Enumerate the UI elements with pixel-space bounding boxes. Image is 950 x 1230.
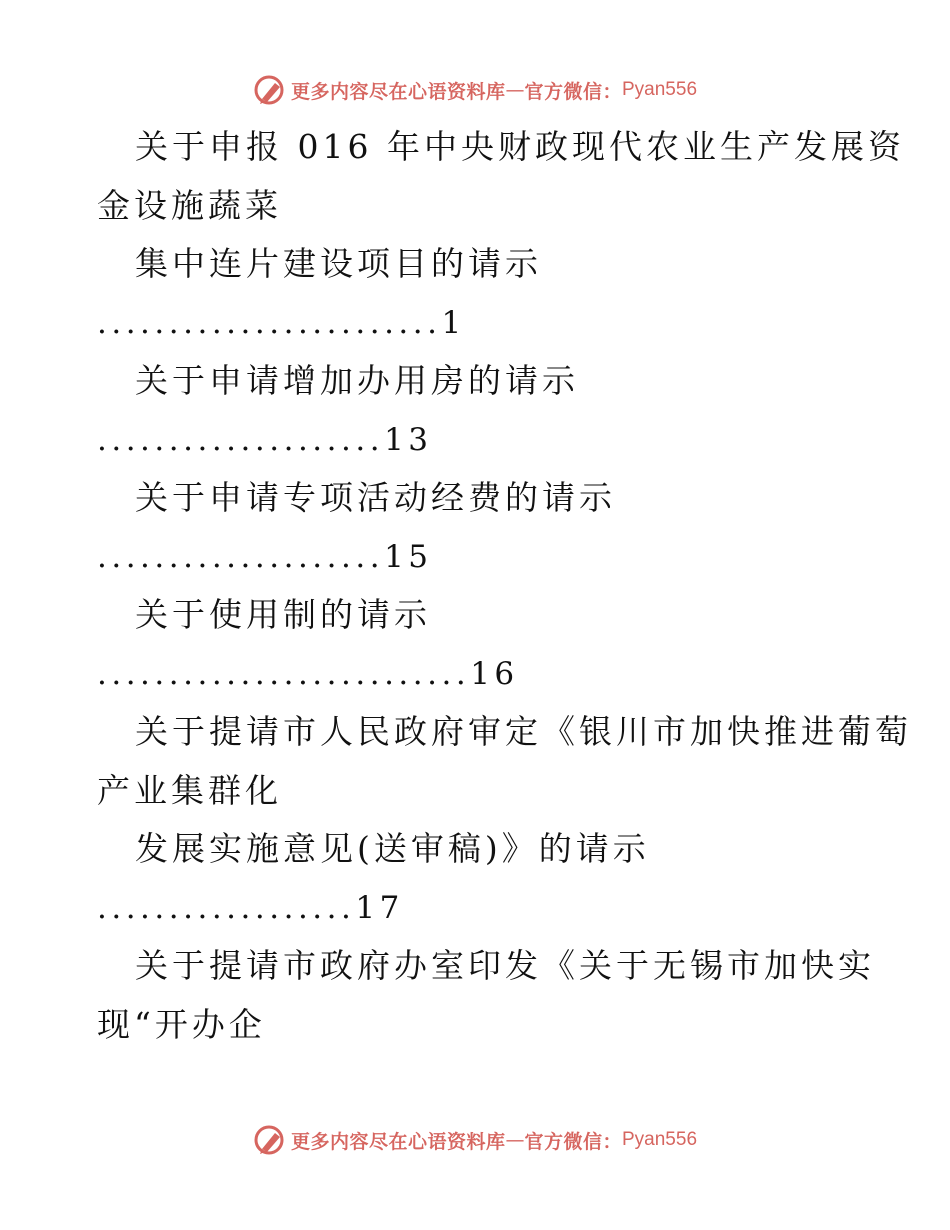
- toc-page-leader: ........................1: [97, 304, 466, 341]
- pen-logo-icon: [253, 73, 287, 107]
- pen-logo-icon: [253, 1123, 287, 1157]
- toc-page-leader: ....................15: [97, 538, 433, 575]
- toc-page-leader: ..........................16: [97, 655, 519, 692]
- watermark-text: 更多内容尽在心语资料库: [290, 80, 506, 103]
- toc-line: 集中连片建设项目的请示: [135, 244, 542, 283]
- watermark-label: 官方微信：: [524, 1130, 622, 1153]
- header-watermark: [0, 70, 950, 110]
- watermark-text: 更多内容尽在心语资料库: [290, 1130, 506, 1153]
- toc-line: 关于申报 016 年中央财政现代农业生产发展资: [135, 127, 905, 166]
- toc-line: 关于提请市政府办室印发《关于无锡市加快实: [135, 946, 875, 985]
- toc-line: 金设施蔬菜: [97, 185, 282, 225]
- watermark-label: 官方微信：: [524, 80, 622, 103]
- toc-line: 产业集群化: [97, 770, 282, 810]
- toc-line: 关于申请增加办用房的请示: [135, 361, 579, 400]
- watermark-wechat-id: Pyan556: [622, 79, 698, 100]
- watermark-separator: —: [505, 79, 525, 101]
- watermark-separator: —: [505, 1129, 525, 1151]
- table-of-contents: [97, 118, 912, 1054]
- toc-page-leader: ..................17: [97, 889, 404, 926]
- toc-page-leader: ....................13: [97, 421, 433, 458]
- toc-line: 关于申请专项活动经费的请示: [135, 478, 616, 517]
- toc-line: 发展实施意见(送审稿)》的请示: [135, 829, 650, 868]
- toc-line: 现“开办企: [97, 1004, 266, 1044]
- footer-watermark: [0, 1120, 950, 1160]
- toc-line: 关于使用制的请示: [135, 595, 431, 634]
- watermark-wechat-id: Pyan556: [622, 1129, 698, 1150]
- toc-line: 关于提请市人民政府审定《银川市加快推进葡萄: [135, 712, 912, 751]
